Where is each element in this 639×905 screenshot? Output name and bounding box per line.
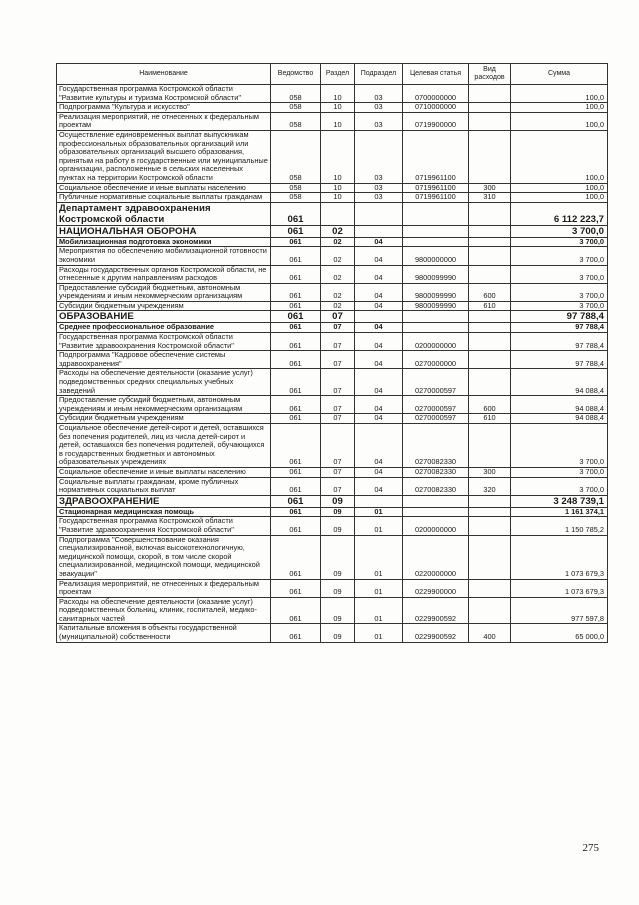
- row-ved: 061: [271, 424, 321, 468]
- row-sum: 3 700,0: [511, 301, 608, 311]
- table-row: [57, 225, 608, 237]
- row-podrazdel: 04: [355, 247, 403, 265]
- row-vid: [469, 103, 511, 113]
- row-razdel: 02: [321, 265, 355, 283]
- table-row: [57, 495, 608, 507]
- row-celevaya: 0270000597: [403, 414, 469, 424]
- header-ved: Ведомство: [271, 64, 321, 85]
- table-row: [57, 467, 608, 477]
- row-podrazdel: 03: [355, 193, 403, 203]
- row-podrazdel: 01: [355, 624, 403, 642]
- row-sum: 3 248 739,1: [511, 495, 608, 507]
- row-name: ОБРАЗОВАНИЕ: [57, 311, 271, 323]
- row-razdel: 02: [321, 225, 355, 237]
- table-row: [57, 311, 608, 323]
- table-row: [57, 517, 608, 535]
- row-sum: 977 597,8: [511, 597, 608, 624]
- row-razdel: 09: [321, 495, 355, 507]
- row-celevaya: 0710000000: [403, 103, 469, 113]
- row-sum: 94 088,4: [511, 396, 608, 414]
- row-name: ЗДРАВООХРАНЕНИЕ: [57, 495, 271, 507]
- table-row: [57, 103, 608, 113]
- row-ved: 061: [271, 467, 321, 477]
- row-ved: 058: [271, 130, 321, 183]
- row-sum: 3 700,0: [511, 424, 608, 468]
- row-ved: 061: [271, 265, 321, 283]
- row-celevaya: [403, 507, 469, 517]
- row-sum: 3 700,0: [511, 247, 608, 265]
- row-celevaya: 9800099990: [403, 301, 469, 311]
- row-name: Предоставление субсидий бюджетным, автономным учреждениям и иным некоммерческим организациям: [57, 396, 271, 414]
- row-name: Реализация мероприятий, не отнесенных к федеральным проектам: [57, 579, 271, 597]
- table-row: [57, 85, 608, 103]
- row-celevaya: 0270082330: [403, 467, 469, 477]
- row-vid: 300: [469, 467, 511, 477]
- row-podrazdel: [355, 225, 403, 237]
- row-ved: 061: [271, 202, 321, 225]
- row-podrazdel: 04: [355, 369, 403, 396]
- row-name: Подпрограмма "Кадровое обеспечение системы здравоохранения": [57, 351, 271, 369]
- table-row: [57, 477, 608, 495]
- row-ved: 058: [271, 103, 321, 113]
- row-vid: [469, 597, 511, 624]
- row-sum: 100,0: [511, 183, 608, 193]
- row-celevaya: [403, 237, 469, 247]
- budget-table-sheet: [56, 63, 607, 643]
- row-celevaya: 0229900000: [403, 579, 469, 597]
- header-celevaya: Целевая статья: [403, 64, 469, 85]
- row-razdel: 09: [321, 507, 355, 517]
- row-ved: 061: [271, 301, 321, 311]
- row-ved: 061: [271, 495, 321, 507]
- row-celevaya: 9800000000: [403, 247, 469, 265]
- row-sum: 1 161 374,1: [511, 507, 608, 517]
- row-vid: [469, 323, 511, 333]
- row-razdel: 09: [321, 579, 355, 597]
- row-sum: 97 788,4: [511, 333, 608, 351]
- row-razdel: 09: [321, 624, 355, 642]
- page-number: 275: [582, 842, 599, 854]
- row-razdel: 07: [321, 467, 355, 477]
- table-row: [57, 369, 608, 396]
- row-podrazdel: 03: [355, 112, 403, 130]
- row-celevaya: 0229900592: [403, 624, 469, 642]
- row-sum: 1 073 679,3: [511, 579, 608, 597]
- table-row: [57, 193, 608, 203]
- row-podrazdel: [355, 311, 403, 323]
- row-sum: 94 088,4: [511, 369, 608, 396]
- table-row: [57, 351, 608, 369]
- row-ved: 061: [271, 237, 321, 247]
- row-podrazdel: 04: [355, 414, 403, 424]
- row-name: Расходы государственных органов Костромской области, не отнесенные к другим направлениям расходов: [57, 265, 271, 283]
- row-podrazdel: 04: [355, 424, 403, 468]
- row-name: Мобилизационная подготовка экономики: [57, 237, 271, 247]
- table-body: [57, 85, 608, 643]
- row-ved: 061: [271, 414, 321, 424]
- row-vid: 610: [469, 414, 511, 424]
- row-vid: 600: [469, 283, 511, 301]
- row-vid: [469, 424, 511, 468]
- row-vid: 320: [469, 477, 511, 495]
- table-row: [57, 247, 608, 265]
- row-sum: 100,0: [511, 103, 608, 113]
- row-celevaya: 0270000000: [403, 351, 469, 369]
- row-razdel: 10: [321, 85, 355, 103]
- row-podrazdel: 04: [355, 283, 403, 301]
- table-row: [57, 333, 608, 351]
- row-vid: [469, 85, 511, 103]
- row-podrazdel: [355, 495, 403, 507]
- row-razdel: 02: [321, 247, 355, 265]
- row-razdel: [321, 202, 355, 225]
- table-row: [57, 130, 608, 183]
- row-ved: 058: [271, 193, 321, 203]
- row-vid: [469, 237, 511, 247]
- row-name: Среднее профессиональное образование: [57, 323, 271, 333]
- row-celevaya: 0200000000: [403, 333, 469, 351]
- row-podrazdel: 01: [355, 597, 403, 624]
- row-vid: [469, 112, 511, 130]
- row-name: Социальное обеспечение и иные выплаты населению: [57, 183, 271, 193]
- row-vid: [469, 351, 511, 369]
- row-sum: 97 788,4: [511, 311, 608, 323]
- row-ved: 061: [271, 396, 321, 414]
- row-podrazdel: [355, 202, 403, 225]
- row-name: НАЦИОНАЛЬНАЯ ОБОРОНА: [57, 225, 271, 237]
- row-ved: 061: [271, 247, 321, 265]
- row-ved: 061: [271, 507, 321, 517]
- row-razdel: 09: [321, 535, 355, 579]
- row-razdel: 07: [321, 351, 355, 369]
- row-razdel: 07: [321, 369, 355, 396]
- row-sum: 97 788,4: [511, 351, 608, 369]
- row-sum: 3 700,0: [511, 283, 608, 301]
- row-name: Капитальные вложения в объекты государственной (муниципальной) собственности: [57, 624, 271, 642]
- row-name: Социальное обеспечение и иные выплаты населению: [57, 467, 271, 477]
- row-vid: [469, 495, 511, 507]
- row-ved: 061: [271, 323, 321, 333]
- row-name: Осуществление единовременных выплат выпускникам профессиональных образовательных организаций или образовательных организаций высшего образования, принятым на работу в государственные или муниципальные организации, расположенные в сельских населенных пунктах на территории Костромской области: [57, 130, 271, 183]
- row-celevaya: 0719900000: [403, 112, 469, 130]
- row-celevaya: 0270000597: [403, 396, 469, 414]
- row-name: Мероприятия по обеспечению мобилизационной готовности экономики: [57, 247, 271, 265]
- row-vid: [469, 311, 511, 323]
- row-podrazdel: 03: [355, 183, 403, 193]
- row-celevaya: 0200000000: [403, 517, 469, 535]
- table-row: [57, 624, 608, 642]
- row-vid: [469, 202, 511, 225]
- row-vid: 600: [469, 396, 511, 414]
- table-row: [57, 301, 608, 311]
- row-razdel: 10: [321, 103, 355, 113]
- row-podrazdel: 04: [355, 265, 403, 283]
- row-name: Государственная программа Костромской области "Развитие культуры и туризма Костромской области": [57, 85, 271, 103]
- header-podrazdel: Подраздел: [355, 64, 403, 85]
- row-vid: 300: [469, 183, 511, 193]
- row-name: Социальное обеспечение детей-сирот и детей, оставшихся без попечения родителей, лиц из числа детей-сирот и детей, оставшихся без попечения родителей, обучающихся в государственных бюджетных и автономных образовательных учреждениях: [57, 424, 271, 468]
- row-vid: [469, 247, 511, 265]
- row-celevaya: 0719961100: [403, 193, 469, 203]
- row-razdel: 10: [321, 183, 355, 193]
- row-sum: 100,0: [511, 85, 608, 103]
- row-name: Государственная программа Костромской области "Развитие здравоохранения Костромской области": [57, 333, 271, 351]
- row-ved: 061: [271, 624, 321, 642]
- row-name: Публичные нормативные социальные выплаты гражданам: [57, 193, 271, 203]
- table-row: [57, 283, 608, 301]
- row-razdel: 07: [321, 396, 355, 414]
- table-row: [57, 597, 608, 624]
- row-name: Государственная программа Костромской области "Развитие здравоохранения Костромской области": [57, 517, 271, 535]
- table-row: [57, 265, 608, 283]
- header-sum: Сумма: [511, 64, 608, 85]
- row-name: Расходы на обеспечение деятельности (оказание услуг) подведомственных больниц, клиник, госпиталей, медико-санитарных частей: [57, 597, 271, 624]
- row-name: Социальные выплаты гражданам, кроме публичных нормативных социальных выплат: [57, 477, 271, 495]
- row-podrazdel: 04: [355, 301, 403, 311]
- row-vid: [469, 369, 511, 396]
- row-name: Субсидии бюджетным учреждениям: [57, 301, 271, 311]
- table-row: [57, 202, 608, 225]
- row-podrazdel: 01: [355, 535, 403, 579]
- row-vid: [469, 130, 511, 183]
- row-podrazdel: 04: [355, 237, 403, 247]
- row-ved: 061: [271, 535, 321, 579]
- row-sum: 3 700,0: [511, 467, 608, 477]
- row-vid: [469, 225, 511, 237]
- row-podrazdel: 04: [355, 351, 403, 369]
- row-celevaya: [403, 495, 469, 507]
- row-sum: 100,0: [511, 112, 608, 130]
- row-celevaya: 9800099990: [403, 283, 469, 301]
- row-razdel: 10: [321, 193, 355, 203]
- row-sum: 1 150 785,2: [511, 517, 608, 535]
- row-vid: 400: [469, 624, 511, 642]
- row-sum: 1 073 679,3: [511, 535, 608, 579]
- row-podrazdel: 01: [355, 517, 403, 535]
- row-sum: 3 700,0: [511, 237, 608, 247]
- row-razdel: 07: [321, 414, 355, 424]
- row-celevaya: [403, 323, 469, 333]
- row-name: Предоставление субсидий бюджетным, автономным учреждениям и иным некоммерческим организациям: [57, 283, 271, 301]
- row-vid: 610: [469, 301, 511, 311]
- table-row: [57, 396, 608, 414]
- row-vid: [469, 333, 511, 351]
- row-podrazdel: 03: [355, 103, 403, 113]
- row-razdel: 02: [321, 283, 355, 301]
- row-ved: 058: [271, 112, 321, 130]
- row-vid: [469, 265, 511, 283]
- row-ved: 061: [271, 579, 321, 597]
- row-sum: 100,0: [511, 193, 608, 203]
- row-celevaya: 0700000000: [403, 85, 469, 103]
- table-row: [57, 579, 608, 597]
- row-ved: 058: [271, 183, 321, 193]
- row-ved: 061: [271, 477, 321, 495]
- row-vid: [469, 535, 511, 579]
- row-vid: [469, 579, 511, 597]
- row-podrazdel: 04: [355, 467, 403, 477]
- row-razdel: 09: [321, 597, 355, 624]
- header-name: Наименование: [57, 64, 271, 85]
- row-ved: 061: [271, 597, 321, 624]
- table-row: [57, 535, 608, 579]
- row-sum: 3 700,0: [511, 225, 608, 237]
- row-podrazdel: 04: [355, 323, 403, 333]
- row-name: Стационарная медицинская помощь: [57, 507, 271, 517]
- row-name: Реализация мероприятий, не отнесенных к федеральным проектам: [57, 112, 271, 130]
- row-sum: 97 788,4: [511, 323, 608, 333]
- row-name: Расходы на обеспечение деятельности (оказание услуг) подведомственных средних специальных учебных заведений: [57, 369, 271, 396]
- row-ved: 061: [271, 369, 321, 396]
- row-razdel: 09: [321, 517, 355, 535]
- row-razdel: 02: [321, 237, 355, 247]
- row-ved: 061: [271, 333, 321, 351]
- row-ved: 061: [271, 351, 321, 369]
- header-razdel: Раздел: [321, 64, 355, 85]
- header-vid: Вид расходов: [469, 64, 511, 85]
- row-celevaya: 0719961100: [403, 130, 469, 183]
- row-podrazdel: 01: [355, 507, 403, 517]
- row-celevaya: [403, 202, 469, 225]
- row-name: Подпрограмма "Совершенствование оказания специализированной, включая высокотехнологичную, медицинской помощи, скорой, в том числе скорой специализированной, медицинской помощи, медицинской эвакуации": [57, 535, 271, 579]
- row-podrazdel: 04: [355, 333, 403, 351]
- row-celevaya: 0270000597: [403, 369, 469, 396]
- row-sum: 3 700,0: [511, 265, 608, 283]
- row-celevaya: 9800099990: [403, 265, 469, 283]
- row-ved: 061: [271, 225, 321, 237]
- row-podrazdel: 04: [355, 396, 403, 414]
- table-header-row: [57, 64, 608, 85]
- row-celevaya: [403, 311, 469, 323]
- row-sum: 94 088,4: [511, 414, 608, 424]
- row-podrazdel: 04: [355, 477, 403, 495]
- row-razdel: 02: [321, 301, 355, 311]
- table-row: [57, 424, 608, 468]
- row-celevaya: 0229900592: [403, 597, 469, 624]
- row-ved: 061: [271, 311, 321, 323]
- table-row: [57, 112, 608, 130]
- row-name: Субсидии бюджетным учреждениям: [57, 414, 271, 424]
- row-sum: 3 700,0: [511, 477, 608, 495]
- row-vid: [469, 507, 511, 517]
- row-sum: 100,0: [511, 130, 608, 183]
- budget-table: [56, 63, 608, 643]
- row-podrazdel: 01: [355, 579, 403, 597]
- row-razdel: 10: [321, 130, 355, 183]
- row-vid: [469, 517, 511, 535]
- row-podrazdel: 03: [355, 85, 403, 103]
- row-razdel: 07: [321, 311, 355, 323]
- row-celevaya: 0270082330: [403, 424, 469, 468]
- row-celevaya: 0719961100: [403, 183, 469, 193]
- row-razdel: 10: [321, 112, 355, 130]
- row-razdel: 07: [321, 333, 355, 351]
- row-ved: 061: [271, 517, 321, 535]
- row-ved: 058: [271, 85, 321, 103]
- row-celevaya: [403, 225, 469, 237]
- row-sum: 6 112 223,7: [511, 202, 608, 225]
- row-name: Департамент здравоохранения Костромской области: [57, 202, 271, 225]
- row-razdel: 07: [321, 323, 355, 333]
- row-celevaya: 0220000000: [403, 535, 469, 579]
- row-razdel: 07: [321, 477, 355, 495]
- row-podrazdel: 03: [355, 130, 403, 183]
- row-name: Подпрограмма "Культура и искусство": [57, 103, 271, 113]
- row-razdel: 07: [321, 424, 355, 468]
- row-ved: 061: [271, 283, 321, 301]
- row-sum: 65 000,0: [511, 624, 608, 642]
- row-vid: 310: [469, 193, 511, 203]
- row-celevaya: 0270082330: [403, 477, 469, 495]
